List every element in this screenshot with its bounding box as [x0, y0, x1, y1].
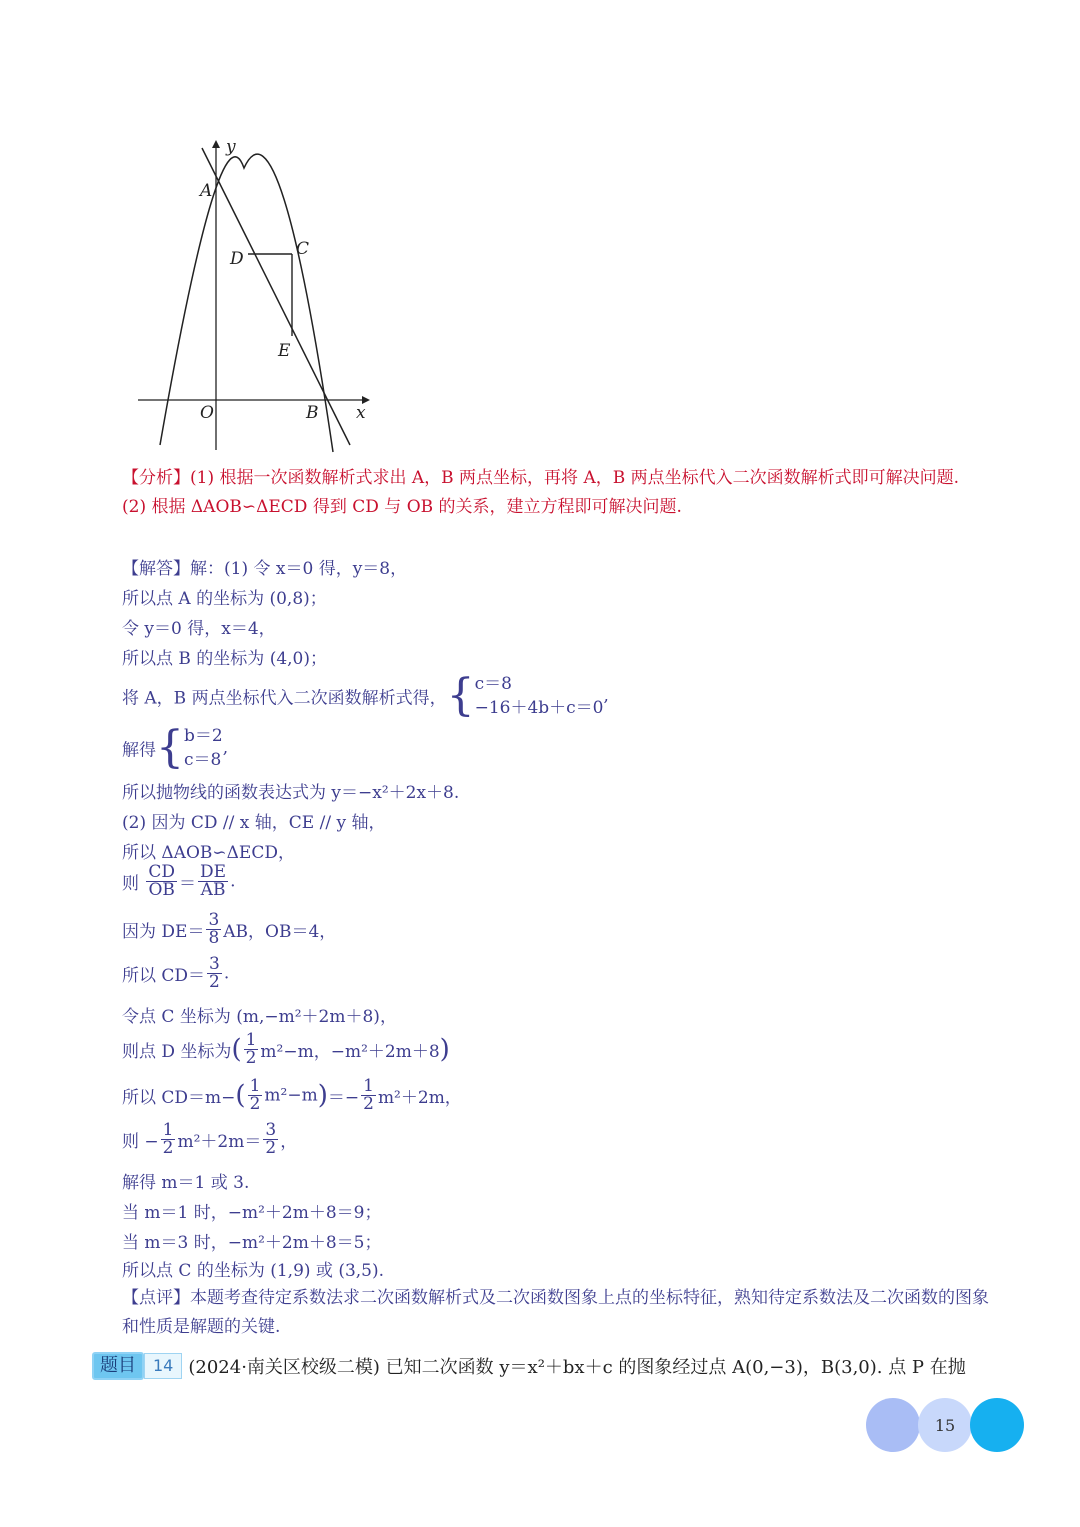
- fraction-3-8: [206, 912, 221, 947]
- fraction-3-2: [207, 956, 222, 991]
- label-d: D: [230, 249, 244, 269]
- solution-line-11: [122, 912, 336, 947]
- solution-text-15d: m²＋2m，: [377, 1088, 462, 1108]
- solution-line-1: [122, 554, 407, 579]
- solution-text-6: 解得: [122, 740, 156, 761]
- frac-num: 3: [209, 954, 220, 974]
- question-number: 14: [144, 1353, 182, 1379]
- solution-text-14b: m²−m，−m²＋2m＋8: [260, 1042, 440, 1062]
- label-a: A: [200, 181, 213, 201]
- parabola-figure: [130, 130, 380, 460]
- solution-text-11: 因为 DE＝: [122, 922, 205, 942]
- solution-line-16: 则 − $\frac{1}{2}$ m²＋2m＝ $\frac{3}{2}$ ，: [122, 1120, 298, 1158]
- label-x: x: [356, 403, 366, 423]
- frac-den: 2: [363, 1094, 374, 1114]
- brace-icon: {: [446, 670, 475, 721]
- solution-line-19: 当 m＝3 时，−m²＋2m＋8＝5；: [122, 1233, 382, 1253]
- y-axis-arrow-icon: [212, 140, 220, 148]
- frac-num: 3: [265, 1120, 277, 1140]
- solution-text-10: 则: [122, 874, 139, 894]
- question-tag: 题目: [92, 1352, 144, 1380]
- solution-text-16: 则 −: [122, 1132, 159, 1152]
- comment-tag: 【点评】: [122, 1288, 190, 1308]
- frac-num: 1: [363, 1076, 374, 1096]
- frac-num: CD: [148, 862, 176, 882]
- frac-num: 3: [208, 910, 220, 930]
- label-c: C: [296, 239, 310, 259]
- solution-text-11b: AB，OB＝4，: [223, 922, 337, 942]
- solution-text-15b: m²−m: [264, 1085, 318, 1106]
- solution-line-10: 则 $\frac{CD}{OB}$ ＝ $\frac{DE}{AB}$ .: [122, 862, 236, 900]
- frac-num: 1: [249, 1076, 261, 1096]
- frac-den: 2: [249, 1094, 261, 1114]
- solution-line-20: 所以点 C 的坐标为 (1,9) 或 (3,5).: [122, 1261, 385, 1281]
- fraction-1-2c: [361, 1078, 376, 1113]
- equation-system-1: [475, 672, 604, 720]
- fraction-1-2b: [248, 1078, 263, 1113]
- solution-line-2: 所以点 A 的坐标为 (0,8)；: [122, 589, 327, 609]
- solution-text-5: 将 A，B 两点坐标代入二次函数解析式得，: [122, 688, 447, 709]
- comment-text: 本题考查待定系数法求二次函数解析式及二次函数图象上点的坐标特征，熟知待定系数法及二次函数的图象和性质是解题的关键.: [122, 1288, 989, 1337]
- solution-line-8: (2) 因为 CD // x 轴，CE // y 轴，: [122, 813, 386, 833]
- system2-eq1: b＝2: [184, 726, 223, 746]
- label-origin: O: [200, 403, 214, 423]
- label-y: y: [226, 137, 236, 157]
- frac-den: 2: [162, 1138, 174, 1158]
- solution-line-3: 令 y＝0 得，x＝4，: [122, 619, 276, 639]
- solution-line-15: 所以 CD＝m−( $\frac{1}{2}$ m²−m)＝− $\frac{1}{2}$ m²＋2m，: [122, 1076, 462, 1114]
- solution-text-16b: m²＋2m＝: [177, 1132, 262, 1152]
- fraction-1-2: [244, 1032, 259, 1067]
- solution-line-13: 令点 C 坐标为 (m,−m²＋2m＋8)，: [122, 1007, 397, 1027]
- page-number: 15: [918, 1398, 972, 1452]
- question-text: (2024·南关区校级二模) 已知二次函数 y＝x²＋bx＋c 的图象经过点 A(0,−3)，B(3,0). 点 P 在抛: [188, 1357, 966, 1378]
- system2-eq2: c＝8: [184, 750, 222, 770]
- solution-line-14: 则点 D 坐标为( $\frac{1}{2}$ m²−m，−m²＋2m＋8): [122, 1030, 450, 1068]
- solution-line-9: 所以 ΔAOB∽ΔECD，: [122, 843, 295, 863]
- solution-line-12: 所以 CD＝ $\frac{3}{2}$ .: [122, 954, 230, 992]
- solution-text-1: 解：(1) 令 x＝0 得，y＝8，: [190, 559, 408, 579]
- solution-text-12: 所以 CD＝: [122, 966, 206, 986]
- solution-line-17: 解得 m＝1 或 3.: [122, 1173, 250, 1193]
- badge-circle-left: [866, 1398, 920, 1452]
- frac-num: 1: [245, 1030, 257, 1050]
- solution-tag: 【解答】: [122, 559, 190, 579]
- comment-block: [122, 1284, 1002, 1342]
- frac-den: AB: [200, 880, 226, 900]
- solution-line-18: 当 m＝1 时，−m²＋2m＋8＝9；: [122, 1203, 382, 1223]
- solution-line-4: 所以点 B 的坐标为 (4,0)；: [122, 649, 328, 669]
- coordinate-graph: [130, 130, 380, 460]
- frac-den: 8: [208, 928, 220, 948]
- frac-num: 1: [162, 1120, 174, 1140]
- solution-line-7: 所以抛物线的函数表达式为 y＝−x²＋2x＋8.: [122, 783, 460, 803]
- frac-den: 2: [265, 1138, 277, 1158]
- brace-icon-2: {: [156, 722, 184, 773]
- page-number-badge: [866, 1398, 1026, 1454]
- fraction-3-2b: [263, 1122, 278, 1157]
- fraction-cd-ob: [146, 864, 177, 899]
- system1-eq1: c＝8: [474, 674, 512, 694]
- fraction-de-ab: [198, 864, 228, 899]
- analysis-tag: 【分析】: [122, 468, 190, 488]
- fraction-1-2d: [161, 1122, 176, 1157]
- solution-line-6: 解得{ b＝2 c＝8 ,: [122, 722, 229, 773]
- solution-text-15: 所以 CD＝m−: [122, 1088, 236, 1108]
- question-header: [92, 1352, 992, 1380]
- badge-circle-right: [970, 1398, 1024, 1452]
- solution-line-5: 将 A，B 两点坐标代入二次函数解析式得，{ c＝8 −16＋4b＋c＝0 ,: [122, 670, 609, 721]
- analysis-text-1: (1) 根据一次函数解析式求出 A，B 两点坐标，再将 A，B 两点坐标代入二次函数解析式即可解决问题.: [190, 468, 960, 488]
- frac-den: OB: [148, 880, 175, 900]
- solution-text-14: 则点 D 坐标为: [122, 1042, 232, 1062]
- system1-eq2: −16＋4b＋c＝0: [474, 698, 604, 718]
- frac-num: DE: [200, 862, 227, 882]
- analysis-p1: [122, 464, 1002, 493]
- label-b: B: [306, 403, 319, 423]
- frac-den: 2: [209, 972, 220, 992]
- frac-den: 2: [245, 1048, 257, 1068]
- analysis-p2: (2) 根据 ΔAOB∽ΔECD 得到 CD 与 OB 的关系，建立方程即可解决问题.: [122, 497, 682, 517]
- equation-system-2: [184, 724, 223, 772]
- label-e: E: [278, 341, 291, 361]
- solution-text-15c: ＝−: [327, 1088, 360, 1108]
- analysis-block: [122, 464, 1002, 522]
